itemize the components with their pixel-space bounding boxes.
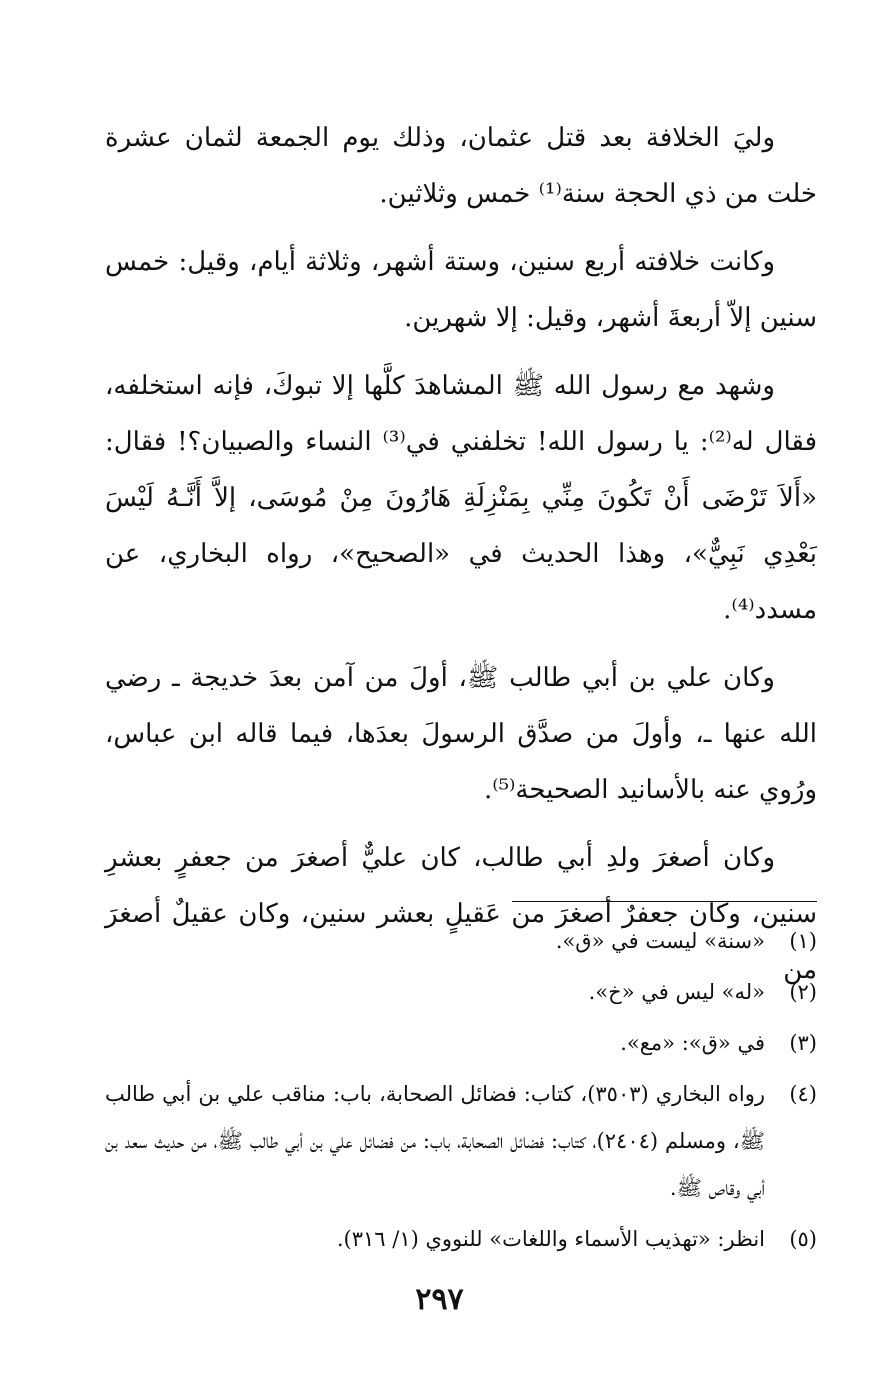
footnote	[105, 1216, 817, 1263]
footnote	[105, 1020, 817, 1067]
footnote-number: (١)	[789, 929, 817, 953]
paragraph: وشهد مع رسول الله ﷺ المشاهدَ كلَّها إلا تبوكَ، فإنه استخلفه، فقال له⁽²⁾: يا رسول الله! تخلفني في⁽³⁾ النساء والصبيان؟! فقال: «أَلاَ تَرْضَى أَنْ تَكُونَ مِنِّي بِمَنْزِلَةِ هَارُونَ مِنْ مُوسَى، إلاَّ أَنَّـهُ لَيْسَ بَعْدِي نَبِيٌّ»، وهذا الحديث في «الصحيح»، رواه البخاري، عن مسدد⁽⁴⁾.	[105, 371, 818, 625]
footnote	[105, 918, 817, 965]
footnote-separator	[512, 901, 817, 902]
footnote	[105, 1071, 817, 1212]
paragraph: وكانت خلافته أربع سنين، وستة أشهر، وثلاثة أيام، وقيل: خمس سنين إلاّ أربعةَ أشهر، وقيل: إلا شهرين.	[105, 247, 817, 333]
footnote-text: انظر: «تهذيب الأسماء واللغات» للنووي (١/ ٣١٦).	[336, 1227, 765, 1251]
footnote-number: (٥)	[789, 1227, 817, 1251]
page-number: ٢٩٧	[415, 1282, 464, 1317]
footnote-text: رواه البخاري (٣٥٠٣)، كتاب: فضائل الصحابة، باب: مناقب علي بن أبي طالب ﷺ، ومسلم (٢٤٠٤)، كتاب: فضائل الصحابة، باب: من فضائل علي بن أبي طالب ﷺ، من حديث سعد بن أبي وقاص ﷺ.	[105, 1082, 765, 1200]
paragraph: وكان علي بن أبي طالب ﷺ، أولَ من آمن بعدَ خديجة ـ رضي الله عنها ـ، وأولَ من صدَّق الرسولَ بعدَها، فيما قاله ابن عباس، ورُوي عنه بالأسانيد الصحيحة⁽⁵⁾.	[105, 663, 817, 805]
footnote-number: (٣)	[789, 1031, 817, 1055]
footnote	[105, 969, 817, 1016]
paragraph: وليَ الخلافة بعد قتل عثمان، وذلك يوم الجمعة لثمان عشرة خلت من ذي الحجة سنة⁽¹⁾ خمس وثلاثين.	[105, 123, 817, 209]
footnote-number: (٤)	[789, 1082, 817, 1106]
paragraph: وكان أصغرَ ولدِ أبي طالب، كان عليٌّ أصغرَ من جعفرٍ بعشرِ سنين، وكان جعفرٌ أصغرَ من عَقيلٍ بعشر سنين، وكان عقيلٌ أصغرَ من	[105, 843, 817, 985]
main-text	[105, 110, 817, 1010]
footnote-number: (٢)	[789, 980, 817, 1004]
footnote-text: في «ق»: «مع».	[620, 1031, 765, 1055]
footnote-text: «له» ليس في «خ».	[588, 980, 765, 1004]
footnote-text: «سنة» ليست في «ق».	[555, 929, 765, 953]
footnotes	[105, 918, 817, 1267]
